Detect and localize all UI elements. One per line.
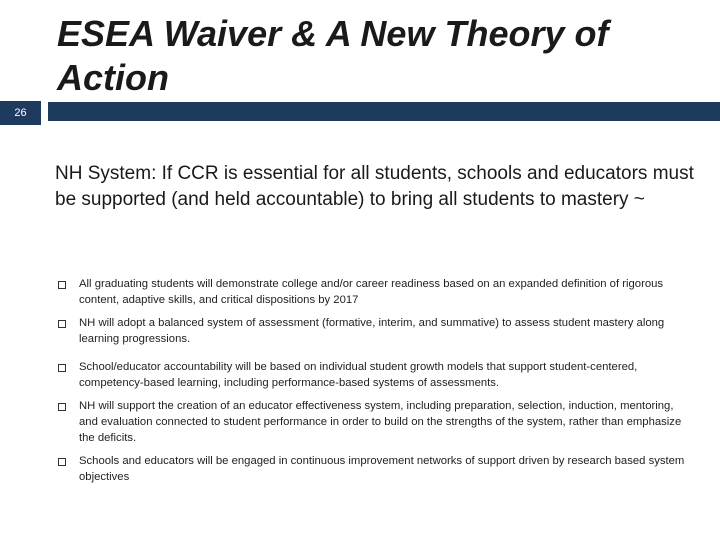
list-item — [58, 398, 688, 446]
intro-paragraph: NH System: If CCR is essential for all students, schools and educators must be supported (and held accountable) to bring all students to mastery ~ — [55, 163, 694, 210]
list-item — [58, 453, 688, 485]
slide-number: 26 — [0, 101, 41, 125]
bullet-text: School/educator accountability will be based on individual student growth models that support student-centered, competency-based learning, including performance-based systems of assessments. — [79, 361, 638, 389]
title-divider-bar — [48, 102, 720, 121]
list-item — [58, 359, 688, 391]
bullet-text: NH will adopt a balanced system of assessment (formative, interim, and summative) to assess student mastery along learning progressions. — [79, 317, 665, 345]
slide-title: ESEA Waiver & A New Theory of Action — [57, 13, 609, 98]
square-bullet-icon — [58, 320, 66, 328]
bullet-text: Schools and educators will be engaged in continuous improvement networks of support driven by research based system objectives — [79, 455, 685, 483]
square-bullet-icon — [58, 458, 66, 466]
list-item — [58, 315, 688, 347]
bullet-text: All graduating students will demonstrate college and/or career readiness based on an expanded definition of rigorous content, adaptive skills, and critical dispositions by 2017 — [79, 278, 664, 306]
square-bullet-icon — [58, 403, 66, 411]
bullet-list — [58, 276, 688, 485]
list-item — [58, 276, 688, 308]
square-bullet-icon — [58, 364, 66, 372]
bullet-text: NH will support the creation of an educator effectiveness system, including preparation, selection, induction, mentoring, and evaluation connected to student performance in order to build on the strengths of the system, rather than emphasize the deficits. — [79, 400, 682, 444]
square-bullet-icon — [58, 281, 66, 289]
